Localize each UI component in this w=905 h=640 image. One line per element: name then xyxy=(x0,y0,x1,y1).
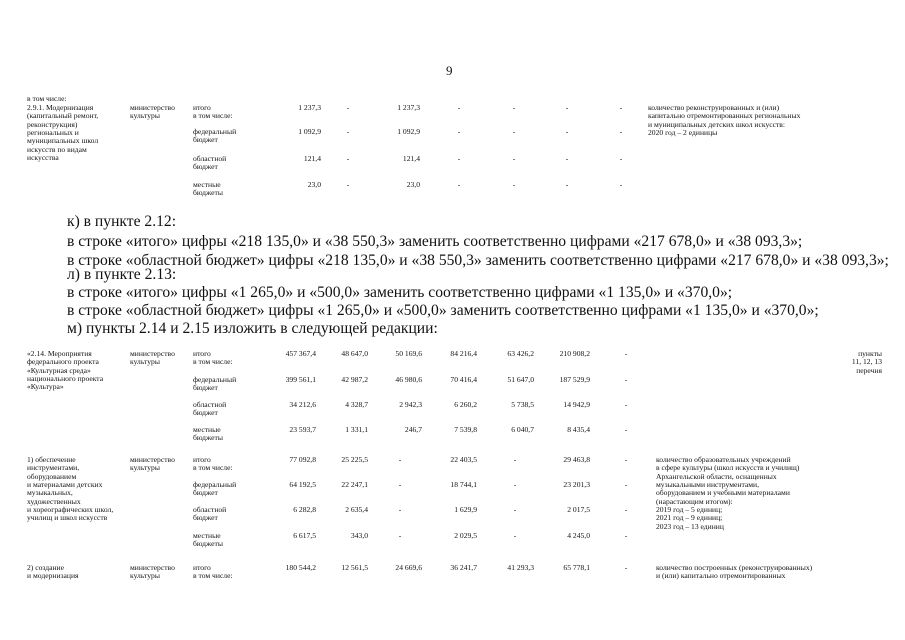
value-total: 77 092,8 xyxy=(289,455,316,464)
value-cell: - xyxy=(624,349,628,358)
funding-source: итого в том числе: xyxy=(193,103,233,121)
value-cell: - xyxy=(565,154,569,163)
value-cell: - xyxy=(513,531,517,540)
value-cell: 70 416,4 xyxy=(450,375,477,384)
value-cell: 2 635,4 xyxy=(345,505,368,514)
value-total: 23,0 xyxy=(307,180,321,189)
funding-source: областной бюджет xyxy=(193,154,227,172)
value-cell: - xyxy=(565,127,569,136)
value-cell: 23,0 xyxy=(406,180,420,189)
value-cell: - xyxy=(619,180,623,189)
value-cell: 41 293,3 xyxy=(507,563,534,572)
expected-result: количество образовательных учреждений в сфере культуры (школ искусств и училищ) Архангельской области, оснащенных музыкальными инструментами, оборудованием и учебными материалами (нарастающим итогом): 2019 год – 5 единиц; 2021 год – 9 единиц; 2023 год – 13 единиц xyxy=(656,455,800,531)
amendment-line: в строке «областной бюджет» цифры «218 135,0» и «38 550,3» заменить соответственно цифрами «217 678,0» и «38 093,3»; xyxy=(67,252,889,269)
value-cell: 51 647,0 xyxy=(507,375,534,384)
value-cell: - xyxy=(457,180,461,189)
value-cell: 4 245,0 xyxy=(567,531,590,540)
reference-note: пункты 11, 12, 13 перечня xyxy=(851,349,882,375)
value-cell: - xyxy=(565,180,569,189)
value-cell: - xyxy=(512,154,516,163)
value-total: 457 367,4 xyxy=(285,349,316,358)
funding-source: итого в том числе: xyxy=(193,455,233,473)
value-cell: 1 092,9 xyxy=(397,127,420,136)
value-cell: 4 328,7 xyxy=(345,400,368,409)
item-name: 2.9.1. Модернизация (капитальный ремонт, реконструкция) региональных и муниципальных школ искусств по видам искусства xyxy=(27,103,99,163)
responsible-ministry: министерство культуры xyxy=(130,563,175,581)
value-cell: - xyxy=(624,505,628,514)
funding-source: областной бюджет xyxy=(193,400,227,418)
amendment-line: м) пункты 2.14 и 2.15 изложить в следующей редакции: xyxy=(67,320,438,337)
value-total: 34 212,6 xyxy=(289,400,316,409)
funding-source: федеральный бюджет xyxy=(193,480,237,498)
amendment-line: в строке «итого» цифры «1 265,0» и «500,0» заменить соответственно цифрами «1 135,0» и «370,0»; xyxy=(67,284,733,301)
expected-result: количество реконструированных и (или) капитально отремонтированных региональных и муниципальных детских школ искусств: 2020 год – 2 единицы xyxy=(648,103,801,138)
value-total: 121,4 xyxy=(303,154,321,163)
value-cell: - xyxy=(619,154,623,163)
funding-source: местные бюджеты xyxy=(193,180,223,198)
value-cell: - xyxy=(398,480,402,489)
value-cell: 24 669,6 xyxy=(395,563,422,572)
funding-source: местные бюджеты xyxy=(193,425,223,443)
value-cell: 63 426,2 xyxy=(507,349,534,358)
value-cell: 23 201,3 xyxy=(563,480,590,489)
value-cell: - xyxy=(398,505,402,514)
value-cell: 22 247,1 xyxy=(341,480,368,489)
value-total: 1 092,9 xyxy=(298,127,321,136)
value-cell: - xyxy=(513,480,517,489)
amendment-line: к) в пункте 2.12: xyxy=(67,213,177,230)
value-cell: 12 561,5 xyxy=(341,563,368,572)
funding-source: областной бюджет xyxy=(193,505,227,523)
value-cell: - xyxy=(346,154,350,163)
funding-source: местные бюджеты xyxy=(193,531,223,549)
value-cell: - xyxy=(346,103,350,112)
value-total: 6 617,5 xyxy=(293,531,316,540)
value-cell: 29 463,8 xyxy=(563,455,590,464)
in-that-number-label: в том числе: xyxy=(27,94,67,103)
value-cell: - xyxy=(398,455,402,464)
value-cell: 18 744,1 xyxy=(450,480,477,489)
value-cell: 50 169,6 xyxy=(395,349,422,358)
value-cell: 84 216,4 xyxy=(450,349,477,358)
value-cell: - xyxy=(624,480,628,489)
value-total: 1 237,3 xyxy=(298,103,321,112)
value-cell: - xyxy=(346,127,350,136)
value-cell: - xyxy=(624,531,628,540)
value-cell: - xyxy=(565,103,569,112)
value-total: 64 192,5 xyxy=(289,480,316,489)
value-cell: - xyxy=(624,455,628,464)
value-cell: - xyxy=(457,127,461,136)
value-cell: 2 942,3 xyxy=(399,400,422,409)
value-cell: - xyxy=(624,425,628,434)
value-cell: 8 435,4 xyxy=(567,425,590,434)
value-cell: 22 403,5 xyxy=(450,455,477,464)
value-total: 23 593,7 xyxy=(289,425,316,434)
value-cell: 187 529,9 xyxy=(559,375,590,384)
value-cell: 1 237,3 xyxy=(397,103,420,112)
page-number: 9 xyxy=(446,63,453,78)
amendment-line: л) в пункте 2.13: xyxy=(67,266,177,283)
value-cell: - xyxy=(457,103,461,112)
value-total: 180 544,2 xyxy=(285,563,316,572)
value-cell: 6 040,7 xyxy=(511,425,534,434)
value-cell: 1 331,1 xyxy=(345,425,368,434)
amendment-line: в строке «итого» цифры «218 135,0» и «38 550,3» заменить соответственно цифрами «217 678,0» и «38 093,3»; xyxy=(67,233,803,250)
value-cell: 36 241,7 xyxy=(450,563,477,572)
value-cell: 343,0 xyxy=(350,531,368,540)
value-cell: 121,4 xyxy=(402,154,420,163)
responsible-ministry: министерство культуры xyxy=(130,349,175,367)
value-cell: - xyxy=(346,180,350,189)
value-cell: 6 260,2 xyxy=(454,400,477,409)
item-name: 2) создание и модернизация xyxy=(27,563,79,581)
value-cell: 2 029,5 xyxy=(454,531,477,540)
item-name: «2.14. Мероприятия федерального проекта «Культурная среда» национального проекта «Культура» xyxy=(27,349,104,392)
value-cell: - xyxy=(619,103,623,112)
amendment-line: в строке «областной бюджет» цифры «1 265,0» и «500,0» заменить соответственно цифрами «1 135,0» и «370,0»; xyxy=(67,302,819,319)
value-cell: 25 225,5 xyxy=(341,455,368,464)
value-cell: 2 017,5 xyxy=(567,505,590,514)
value-cell: - xyxy=(624,375,628,384)
value-cell: 46 980,6 xyxy=(395,375,422,384)
value-cell: - xyxy=(512,103,516,112)
value-cell: 210 908,2 xyxy=(559,349,590,358)
value-cell: 42 987,2 xyxy=(341,375,368,384)
funding-source: федеральный бюджет xyxy=(193,375,237,393)
value-cell: 5 738,5 xyxy=(511,400,534,409)
value-cell: - xyxy=(624,400,628,409)
value-cell: 14 942,9 xyxy=(563,400,590,409)
value-total: 399 561,1 xyxy=(285,375,316,384)
item-name: 1) обеспечение инструментами, оборудованием и материалами детских музыкальных, художественных и хореографических школ, училищ и школ искусств xyxy=(27,455,114,523)
value-cell: - xyxy=(512,180,516,189)
expected-result: количество построенных (реконструированных) и (или) капитально отремонтированных xyxy=(656,563,813,581)
value-cell: - xyxy=(457,154,461,163)
value-cell: - xyxy=(619,127,623,136)
value-cell: 48 647,0 xyxy=(341,349,368,358)
value-total: 6 282,8 xyxy=(293,505,316,514)
value-cell: - xyxy=(398,531,402,540)
value-cell: 65 778,1 xyxy=(563,563,590,572)
value-cell: - xyxy=(624,563,628,572)
funding-source: федеральный бюджет xyxy=(193,127,237,145)
funding-source: итого в том числе: xyxy=(193,563,233,581)
value-cell: 7 539,8 xyxy=(454,425,477,434)
funding-source: итого в том числе: xyxy=(193,349,233,367)
responsible-ministry: министерство культуры xyxy=(130,455,175,473)
value-cell: - xyxy=(513,505,517,514)
value-cell: 246,7 xyxy=(404,425,422,434)
value-cell: 1 629,9 xyxy=(454,505,477,514)
value-cell: - xyxy=(513,455,517,464)
value-cell: - xyxy=(512,127,516,136)
responsible-ministry: министерство культуры xyxy=(130,103,175,121)
